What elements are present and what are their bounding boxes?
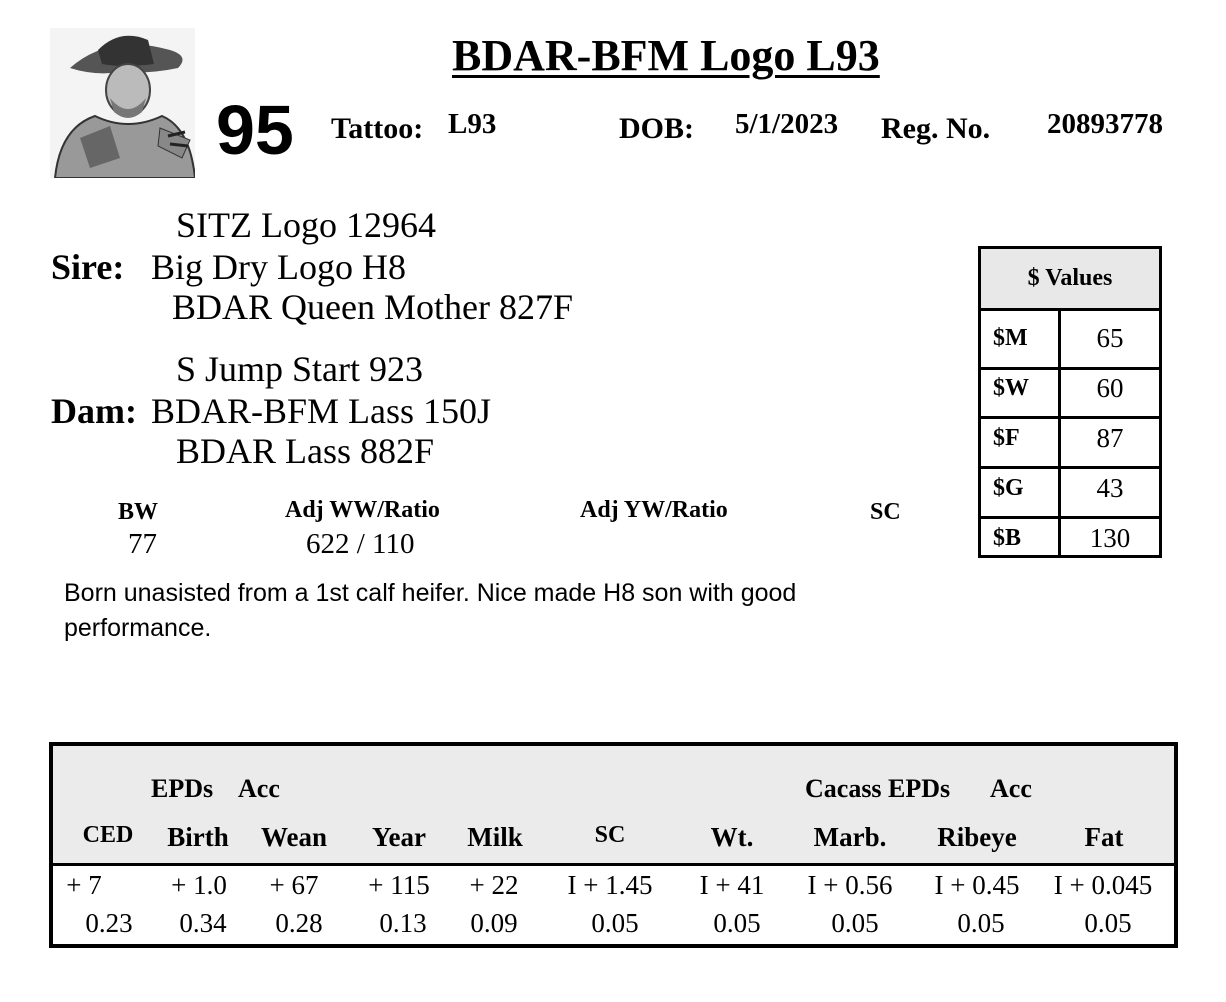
epd-accuracy: 0.05 (831, 908, 879, 938)
dollar-row (981, 311, 1159, 361)
epd-table (49, 742, 1178, 948)
epd-value: I + 41 (699, 870, 765, 900)
epd-header (53, 746, 1174, 866)
ww-label: Adj WW/Ratio (285, 497, 440, 523)
epd-value: I + 0.045 (1053, 870, 1153, 900)
dollar-label: $M (993, 325, 1028, 351)
dollar-row (981, 361, 1159, 411)
dollar-values-table (978, 246, 1162, 558)
dob-label: DOB: (619, 112, 694, 145)
tattoo-value: L93 (448, 108, 497, 140)
dam-name: BDAR-BFM Lass 150J (151, 391, 492, 431)
dollar-label: $B (993, 525, 1022, 551)
epd-accuracy: 0.09 (470, 908, 518, 938)
animal-name-title: BDAR-BFM Logo L93 (452, 31, 880, 80)
yw-label: Adj YW/Ratio (580, 497, 728, 523)
dollar-values-title: $ Values (981, 249, 1159, 311)
epd-value: + 7 (66, 870, 102, 900)
sire-name: Big Dry Logo H8 (151, 247, 406, 287)
epd-value: I + 0.45 (934, 870, 1020, 900)
dam-dam: BDAR Lass 882F (176, 431, 435, 471)
epd-value: I + 0.56 (807, 870, 893, 900)
epd-accuracy: 0.05 (957, 908, 1005, 938)
dam-sire: S Jump Start 923 (176, 349, 424, 389)
lot-number: 95 (216, 91, 294, 169)
dollar-value: 130 (1089, 523, 1131, 553)
epds-group-label: EPDs (151, 774, 214, 803)
epd-col-header: Wean (260, 822, 327, 852)
tattoo-label: Tattoo: (331, 112, 424, 145)
epd-col-header: Birth (167, 822, 229, 852)
sire-dam: BDAR Queen Mother 827F (172, 287, 573, 327)
dollar-label: $G (993, 475, 1024, 501)
epd-accuracy: 0.23 (85, 908, 133, 938)
epd-accuracy: 0.05 (713, 908, 761, 938)
dollar-value: 65 (1096, 323, 1124, 353)
epd-col-header: Marb. (813, 822, 887, 852)
epd-accuracy: 0.13 (379, 908, 427, 938)
epd-col-header: Fat (1084, 822, 1124, 852)
epd-value: I + 1.45 (567, 870, 653, 900)
sc-label: SC (870, 499, 901, 525)
epd-col-header: Ribeye (937, 822, 1017, 852)
carcass-acc-label: Acc (990, 774, 1032, 803)
epd-col-header: Year (372, 822, 426, 852)
sire-sire: SITZ Logo 12964 (176, 205, 436, 245)
dollar-label: $W (993, 375, 1029, 401)
epd-col-header: CED (82, 822, 134, 848)
dollar-row (981, 511, 1159, 561)
ww-value: 622 / 110 (306, 528, 415, 560)
epd-value: + 67 (269, 870, 319, 900)
epd-col-header: Wt. (710, 822, 754, 852)
reg-value: 20893778 (1047, 108, 1163, 140)
dob-value: 5/1/2023 (735, 108, 839, 140)
epd-accuracy: 0.28 (275, 908, 323, 938)
epd-value: + 1.0 (171, 870, 227, 900)
bw-label: BW (118, 499, 159, 525)
epd-accuracy: 0.05 (1084, 908, 1132, 938)
dollar-value: 43 (1096, 473, 1124, 503)
dollar-row (981, 461, 1159, 511)
epd-col-header: Milk (467, 822, 523, 852)
epd-accuracy: 0.05 (591, 908, 639, 938)
epd-value: + 115 (368, 870, 430, 900)
dam-label: Dam: (51, 391, 137, 431)
reg-label: Reg. No. (881, 112, 991, 145)
sire-label: Sire: (51, 247, 125, 287)
dollar-value: 60 (1096, 373, 1124, 403)
epds-acc-label: Acc (238, 774, 280, 803)
epd-value: + 22 (469, 870, 519, 900)
comment-text: Born unasisted from a 1st calf heifer. Nice made H8 son with good performance. (64, 579, 797, 642)
epd-accuracy: 0.34 (179, 908, 227, 938)
dollar-value: 87 (1096, 423, 1124, 453)
cowboy-logo (50, 28, 195, 178)
carcass-epds-group-label: Cacass EPDs (805, 774, 951, 803)
bw-value: 77 (128, 528, 157, 560)
dollar-row (981, 411, 1159, 461)
dollar-label: $F (993, 425, 1020, 451)
epd-col-header: SC (594, 822, 626, 848)
